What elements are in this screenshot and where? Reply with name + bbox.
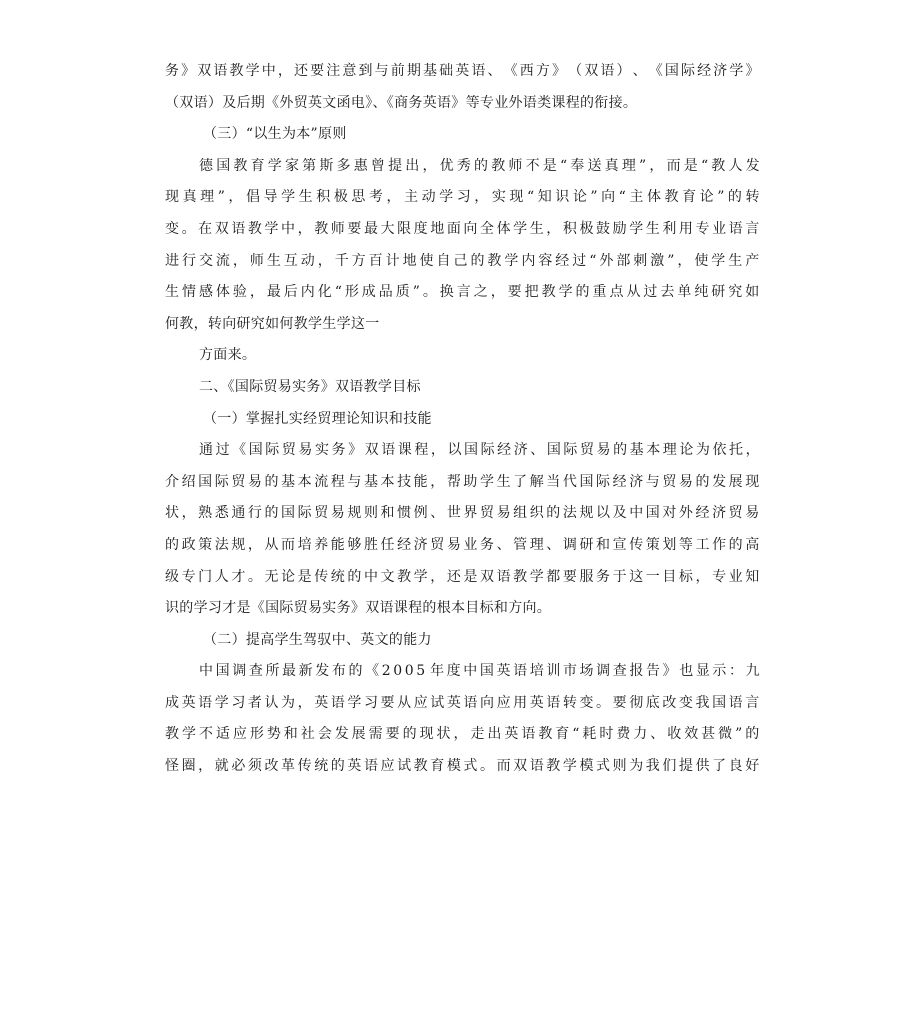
paragraph-line: 怪 圈 ， 就 必 须 改 革 传 统 的 英 语 应 试 教 育 模 式 。 而 双 语 教 学 模 式 则 为 我 们 提 供 了 良 好	[165, 758, 760, 775]
paragraph-line: 方面来。	[199, 347, 257, 364]
paragraph-line: 德 国 教 育 学 家 第 斯 多 惠 曾 提 出 ， 优 秀 的 教 师 不 是 “ 奉 送 真 理 ” ， 而 是 “ 教 人 发	[199, 157, 760, 174]
paragraph-line: 介 绍 国 际 贸 易 的 基 本 流 程 与 基 本 技 能 ， 帮 助 学 生 了 解 当 代 国 际 经 济 与 贸 易 的 发 展 现	[165, 473, 760, 490]
paragraph-line: 的 政 策 法 规 ， 从 而 培 养 能 够 胜 任 经 济 贸 易 业 务 、 管 理 、 调 研 和 宣 传 策 划 等 工 作 的 高	[165, 536, 760, 553]
paragraph-line: 务 》 双 语 教 学 中 ， 还 要 注 意 到 与 前 期 基 础 英 语 、 《 西 方 》 （ 双 语 ） 、 《 国 际 经 济 学 》	[165, 63, 760, 79]
paragraph-line: 教 学 不 适 应 形 势 和 社 会 发 展 需 要 的 现 状 ， 走 出 英 语 教 育 “ 耗 时 费 力 、 收 效 甚 微 ” 的	[165, 726, 760, 743]
paragraph-line: 状 ， 熟 悉 通 行 的 国 际 贸 易 规 则 和 惯 例 、 世 界 贸 易 组 织 的 法 规 以 及 中 国 对 外 经 济 贸 易	[165, 505, 760, 522]
paragraph-line: 变 。 在 双 语 教 学 中 ， 教 师 要 最 大 限 度 地 面 向 全 体 学 生 ， 积 极 鼓 励 学 生 利 用 专 业 语 言	[165, 220, 760, 237]
paragraph-line: 生 情 感 体 验 ， 最 后 内 化 “ 形 成 品 质 ” 。 换 言 之 ， 要 把 教 学 的 重 点 从 过 去 单 纯 研 究 如	[165, 284, 760, 301]
paragraph-line: 级 专 门 人 才 。 无 论 是 传 统 的 中 文 教 学 ， 还 是 双 语 教 学 都 要 服 务 于 这 一 目 标 ， 专 业 知	[165, 568, 760, 585]
section-heading: 二、《国际贸易实务》双语教学目标	[199, 378, 421, 395]
paragraph-line: 中 国 调 查 所 最 新 发 布 的 《 2 0 0 5 年 度 中 国 英 语 培 训 市 场 调 查 报 告 》 也 显 示 ： 九	[199, 663, 760, 680]
paragraph-line: （双语）及后期《外贸英文函电》、《商务英语》等专业外语类课程的衔接。	[165, 94, 638, 111]
paragraph-line: 何教，转向研究如何教学生学这一	[165, 315, 380, 332]
paragraph-line: 成 英 语 学 习 者 认 为 ， 英 语 学 习 要 从 应 试 英 语 向 应 用 英 语 转 变 。 要 彻 底 改 变 我 国 语 言	[165, 694, 760, 711]
document-page	[165, 56, 760, 783]
paragraph-line: 现 真 理 ” ， 倡 导 学 生 积 极 思 考 ， 主 动 学 习 ， 实 现 “ 知 识 论 ” 向 “ 主 体 教 育 论 ” 的 转	[165, 189, 760, 206]
section-heading: （三）“以生为本”原则	[203, 126, 347, 143]
paragraph-line: 识的学习才是《国际贸易实务》双语课程的根本目标和方向。	[165, 600, 552, 617]
section-heading: （二）提高学生驾驭中、英文的能力	[203, 631, 432, 648]
paragraph-line: 进 行 交 流 ， 师 生 互 动 ， 千 方 百 计 地 使 自 己 的 教 学 内 容 经 过 “ 外 部 刺 激 ” ， 使 学 生 产	[165, 252, 760, 269]
paragraph-line: 通 过 《 国 际 贸 易 实 务 》 双 语 课 程 ， 以 国 际 经 济 、 国 际 贸 易 的 基 本 理 论 为 依 托 ，	[199, 442, 760, 459]
section-heading: （一）掌握扎实经贸理论知识和技能	[203, 410, 432, 427]
